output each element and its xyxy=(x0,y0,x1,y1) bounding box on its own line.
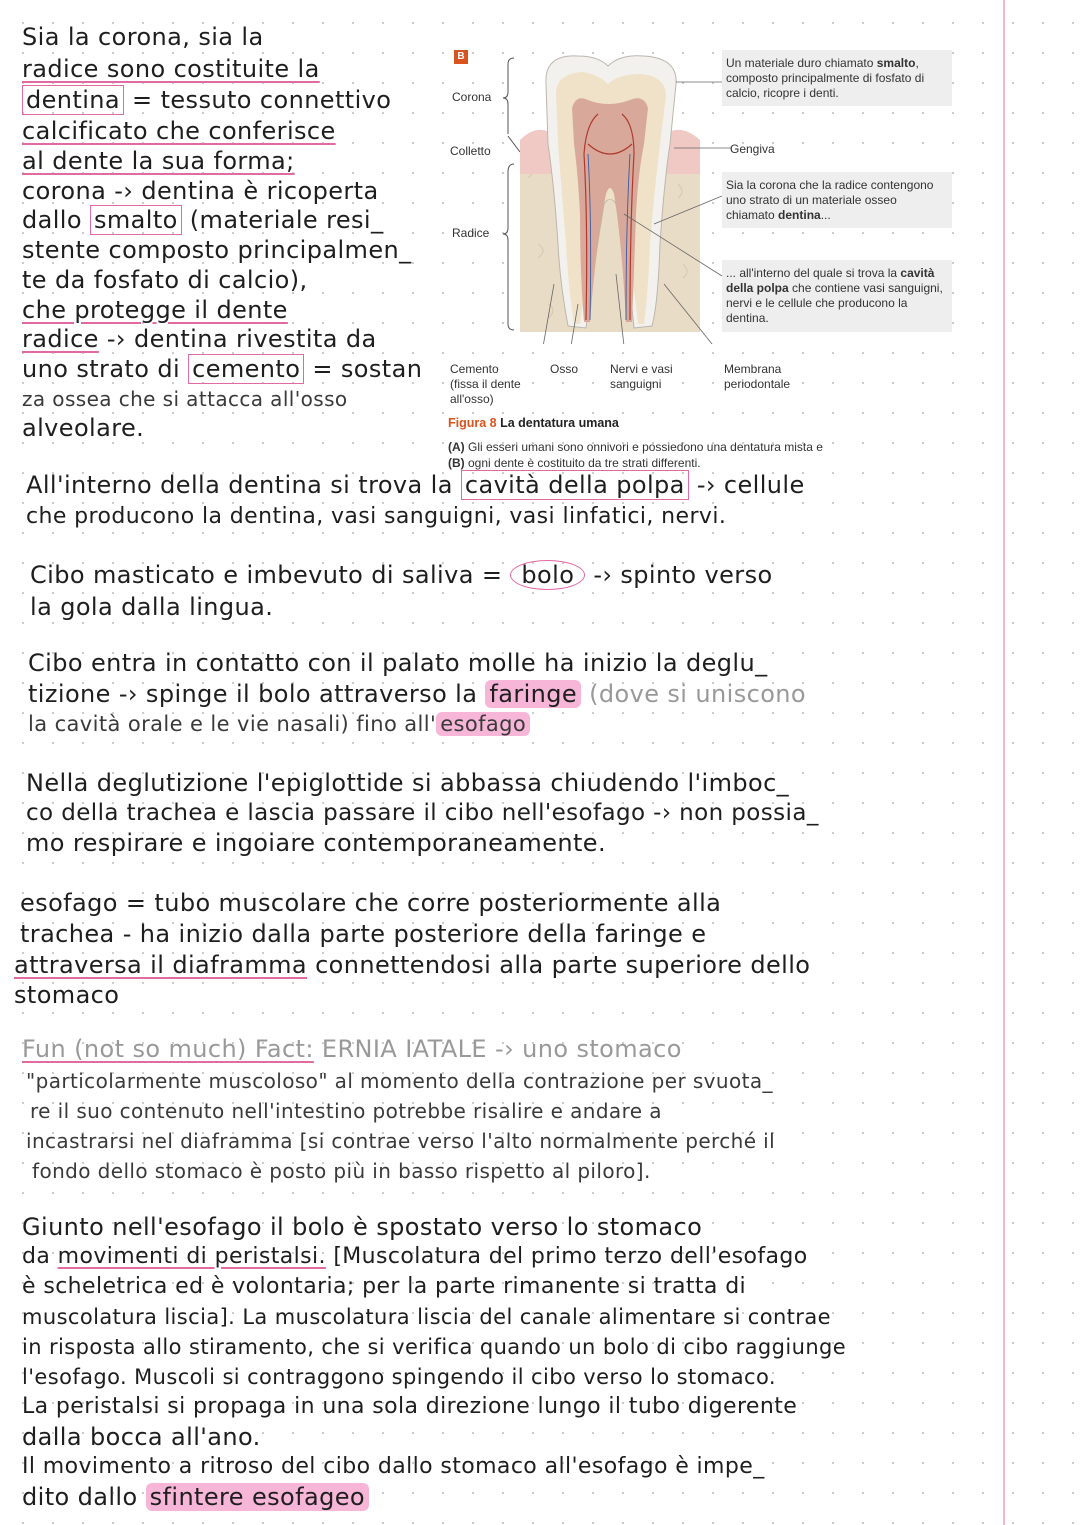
note-line: calcificato che conferisce xyxy=(22,117,336,145)
figure-caption-title: Figura 8 La dentatura umana xyxy=(448,416,619,430)
note-line: Cibo entra in contatto con il palato molle ha inizio la deglu_ xyxy=(28,649,768,677)
label-nervi-2: sanguigni xyxy=(610,377,662,391)
note-line: stente composto principalmen_ xyxy=(22,236,412,264)
note-line: "particolarmente muscoloso" al momento della contrazione per svuota_ xyxy=(26,1069,773,1093)
note-line: è scheletrica ed è volontaria; per la parte rimanente si tratta di xyxy=(22,1274,747,1299)
note-line: Fun (not so much) Fact: ERNIA IATALE -› uno stomaco xyxy=(22,1035,682,1063)
term-peristalsi: movimenti di peristalsi. xyxy=(57,1244,326,1269)
note-line: mo respirare e ingoiare contemporaneamente. xyxy=(26,829,606,857)
label-cemento: Cemento xyxy=(450,362,499,376)
note-line: dentina = tessuto connettivo xyxy=(22,85,391,115)
label-membrana-2: periodontale xyxy=(724,377,791,391)
note-line: incastrarsi nel diaframma [si contrae verso l'alto normalmente perché il xyxy=(26,1129,776,1153)
term-smalto: smalto xyxy=(90,205,182,235)
note-line: All'interno della dentina si trova la cavità della polpa -› cellule xyxy=(26,471,805,499)
note-line: la gola dalla lingua. xyxy=(30,593,274,621)
term-cemento: cemento xyxy=(188,354,304,384)
note-line: dalla bocca all'ano. xyxy=(22,1423,261,1451)
tooth-figure xyxy=(448,44,958,474)
note-line: La peristalsi si propaga in una sola direzione lungo il tubo digerente xyxy=(22,1394,798,1419)
note-line: Cibo masticato e imbevuto di saliva = bolo -› spinto verso xyxy=(30,561,773,589)
term-radice: radice xyxy=(22,325,99,353)
label-membrana: Membrana xyxy=(724,362,782,376)
term-bolo: bolo xyxy=(510,560,585,590)
note-line: dito dallo sfintere esofageo xyxy=(22,1482,369,1512)
note-line: corona -› dentina è ricoperta xyxy=(22,177,379,205)
note-line: te da fosfato di calcio), xyxy=(22,266,308,294)
note-line: radice sono costituite la xyxy=(22,55,320,83)
term-dentina: dentina xyxy=(22,85,124,115)
figure-note-polpa: ... all'interno del quale si trova la cavità della polpa che contiene vasi sanguigni, nervi e le cellule che producono la dentina. xyxy=(722,260,952,332)
figure-caption-b: (B) ogni dente è costituito da tre strati differenti. xyxy=(448,456,701,470)
note-line: che protegge il dente xyxy=(22,296,288,324)
note-line: la cavità orale e le vie nasali) fino all' esofago xyxy=(28,709,530,739)
label-cemento-sub1: (fissa il dente xyxy=(450,377,521,391)
note-line: esofago = tubo muscolare che corre posteriormente alla xyxy=(20,889,722,917)
figure-note-smalto: Un materiale duro chiamato smalto, composto principalmente di fosfato di calcio, ricopre i denti. xyxy=(722,50,952,106)
term-sfintere-esofageo: sfintere esofageo xyxy=(146,1483,369,1511)
note-line: che producono la dentina, vasi sanguigni, vasi linfatici, nervi. xyxy=(26,504,727,529)
label-corona: Corona xyxy=(452,90,492,104)
label-cemento-sub2: all'osso) xyxy=(450,392,494,406)
label-colletto: Colletto xyxy=(450,144,491,158)
note-line: za ossea che si attacca all'osso xyxy=(22,387,348,411)
figure-note-dentina: Sia la corona che la radice contengono uno strato di un materiale osseo chiamato dentina... xyxy=(722,172,952,228)
fun-fact-title: Fun (not so much) Fact: xyxy=(22,1035,314,1063)
label-nervi: Nervi e vasi xyxy=(610,362,673,376)
note-line: alveolare. xyxy=(22,414,145,442)
note-line: trachea - ha inizio dalla parte posteriore della faringe e xyxy=(20,920,707,948)
label-osso: Osso xyxy=(550,362,579,376)
note-line: Sia la corona, sia la xyxy=(22,23,264,51)
note-line: co della trachea e lascia passare il cibo nell'esofago -› non possia_ xyxy=(26,800,819,826)
notebook-margin-line xyxy=(1003,0,1005,1525)
note-line: muscolatura liscia]. La muscolatura liscia del canale alimentare si contrae xyxy=(22,1305,831,1329)
note-line: dallo smalto (materiale resi_ xyxy=(22,206,384,234)
label-gengiva: Gengiva xyxy=(730,142,775,156)
note-line: Nella deglutizione l'epiglottide si abbassa chiudendo l'imboc_ xyxy=(26,769,790,797)
note-line: fondo dello stomaco è posto più in basso rispetto al piloro]. xyxy=(32,1159,651,1183)
note-line: tizione -› spinge il bolo attraverso la faringe (dove si uniscono xyxy=(28,680,806,708)
note-line: uno strato di cemento = sostan xyxy=(22,355,423,383)
note-line: Il movimento a ritroso del cibo dallo stomaco all'esofago è impe_ xyxy=(22,1454,765,1479)
note-line: l'esofago. Muscoli si contraggono spingendo il cibo verso lo stomaco. xyxy=(22,1365,776,1389)
note-line: al dente la sua forma; xyxy=(22,147,295,175)
note-line: re il suo contenuto nell'intestino potrebbe risalire e andare a xyxy=(30,1099,662,1123)
term-esofago: esofago xyxy=(436,712,530,736)
label-radice: Radice xyxy=(452,226,490,240)
figure-caption-a: (A) Gli esseri umani sono onnivori e possiedono una dentatura mista e xyxy=(448,440,823,454)
term-faringe: faringe xyxy=(485,680,581,708)
figure-badge: B xyxy=(454,50,468,64)
term-cavita-polpa: cavità della polpa xyxy=(461,470,689,500)
note-line: radice -› dentina rivestita da xyxy=(22,325,377,353)
note-line: Giunto nell'esofago il bolo è spostato verso lo stomaco xyxy=(22,1213,703,1241)
note-line: in risposta allo stiramento, che si verifica quando un bolo di cibo raggiunge xyxy=(22,1335,847,1359)
note-line: da movimenti di peristalsi. [Muscolatura del primo terzo dell'esofago xyxy=(22,1244,808,1269)
note-line: attraversa il diaframma connettendosi alla parte superiore dello xyxy=(14,951,811,979)
note-line: stomaco xyxy=(14,981,120,1009)
